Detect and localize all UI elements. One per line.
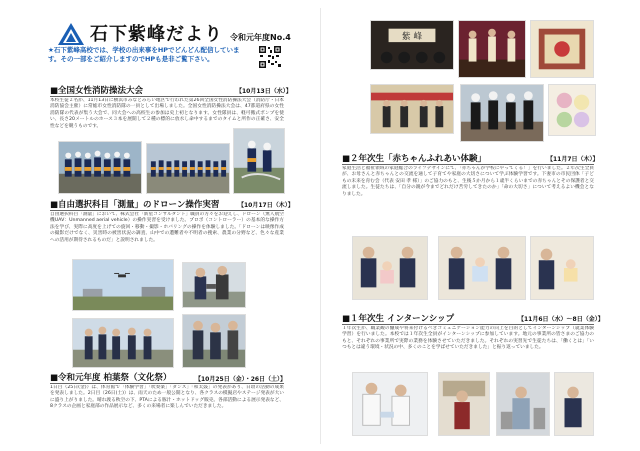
photo-festival-booth	[370, 84, 454, 134]
section-date-fire-competition: 【10月13日（水）】	[236, 88, 292, 95]
photo-baby-students-3	[530, 236, 594, 300]
photo-festival-performers	[460, 84, 544, 142]
qr-code-icon[interactable]	[258, 45, 282, 69]
photo-festival-decoration	[530, 20, 594, 78]
photo-fire-team-group	[58, 141, 142, 194]
section-body-internship: １年次生が、職業観の醸成や将来付けるべきコミュニケーション能力の向上を目的としてインターンシップ（就業体験学習）を行いました。本校では１年次生全員がインターンシップに参加しています。地元の事業所の皆さまのご協力のもと、それぞれの事業所で実際の業務を体験させていただきました。それぞれの実習先で生徒たちは、「働くとは」「いつもとは違う環境・状況の中、多くのことを学ばせていただきました」と振り返っていました。	[342, 326, 594, 351]
photo-internship-office	[554, 372, 594, 436]
section-underline	[50, 96, 284, 97]
newsletter-title: 石下紫峰だより	[90, 24, 223, 45]
section-date-festival: 【10月25日（金）・26日（土）】	[195, 376, 287, 383]
section-underline	[50, 383, 284, 384]
photo-drone-sky	[72, 259, 174, 311]
photo-drone-controller	[182, 314, 246, 368]
section-body-fire-competition: 本校生徒２名が、11月13日に横浜市みなとみらい地区で行われた第26回全国女性消防操法大会（消防庁・日本消防協会主催）に常総市女性消防隊の一員として出場しました。全国女性消防操法大会は、47都道府県の女性消防隊の代表が集う大会で、同大会への高校生の参加は史上初となります。女性隊員は、軽可搬式ポンプを使い、長さ20メートルのホース３本を展開して２種の標的に放水し命中するまでのタイムと所作の正確さ、安全性などを競うものです。	[50, 98, 284, 129]
section-title-drone: ■自由選択科目「測量」のドローン操作実習	[50, 200, 220, 210]
photo-festival-wadaiko	[370, 20, 454, 70]
section-underline	[50, 210, 284, 211]
section-date-drone: 【10月17日（木）】	[238, 202, 294, 209]
section-underline	[342, 324, 594, 325]
column-divider	[320, 8, 321, 444]
section-title-baby-contact: ■２年次生「赤ちゃんふれあい体験」	[342, 154, 487, 164]
issue-number: 令和元年度No.4	[230, 33, 291, 42]
section-title-internship: ■１年次生 インターンシップ	[342, 314, 455, 324]
photo-baby-students-1	[352, 236, 428, 300]
photo-internship-hospital	[352, 372, 428, 436]
photo-internship-store	[438, 372, 490, 436]
photo-fire-hose-action	[233, 128, 285, 194]
photo-baby-students-2	[438, 236, 526, 300]
section-body-drone: 自由選択科目「測量」において、株式会社「新星コンサルタント」職員の方々をお迎えし、ドローン（無人航空機UAV：Unmanned aerial vehicle）の操作実習を受けました。プロポ（コントローラー）の基本的な操作方法を学び、実際に高度を上げての旋回・移動・撮影・ホバリングの操作を体験しました。「ドローンは映像作成の撮影だけでなく、災害時の被害状況の調査、山中での遭難者や不明者の捜索、農業の分野など、色々な産業への活用が期待されるものだ」と説明されました。	[50, 212, 284, 243]
svg-text:紫 峰: 紫 峰	[401, 32, 423, 43]
section-underline	[342, 164, 594, 165]
photo-internship-factory	[496, 372, 550, 436]
section-body-festival: 1日目（25日(金)）は、体育館で「体験学習」「吹奏楽」「ダンス」「和太鼓」の発表があり、日頃の活動の成果を発表しました。2日目（26日(土)）は、雨天のため一般公開となり、各クラスの模擬店やステージ発表が大いに盛り上がりました。晴れ渡る秋空の下、PTAによる豚汁・ホットドッグ販売、各部活動による展示発表など、8クラスの企画と家庭部の作品展示など、多くの来場者に楽しんでいただきました。	[50, 385, 284, 410]
section-title-festival: ■令和元年度 柏葉祭（文化祭）	[50, 373, 172, 383]
section-title-fire-competition: ■全国女性消防操法大会	[50, 86, 144, 96]
tagline: ★石下紫峰高校では、学校の出来事をHPでどんどん配信しています。その一部をご紹介しますのでHPも是非ご覧下さい。	[48, 46, 240, 63]
photo-festival-sweets	[548, 84, 596, 136]
photo-festival-stage	[458, 20, 526, 78]
school-emblem-icon	[57, 22, 85, 46]
section-date-internship: 【11月6日（水）～8日（金）】	[518, 316, 604, 323]
section-body-baby-contact: 家庭生活と福祉領域の家庭総合のライフデザインにて、「赤ちゃんが学校にやってくる！」を行いました。２年次生全員が、お母さんと赤ちゃんとの交流を通して子育てや家庭の大切さについて学ぶ体験学習です。下妻市の市民団体「子どもの未来を育む会（代表 安田 孝 様）」のご協力のもと、生後５か月から１歳半くらいまでの赤ちゃんとその保護者と交流しました。生徒たちは、「自分の親が今までどれだけ苦労してきたのか」「命の大切さ」について考えるよい機会となりました。	[342, 166, 594, 197]
section-date-baby-contact: 【11月7日（木）】	[547, 156, 599, 163]
photo-fire-team-lineup	[146, 143, 230, 194]
photo-drone-students-field	[72, 318, 174, 368]
photo-drone-operators	[182, 262, 246, 308]
